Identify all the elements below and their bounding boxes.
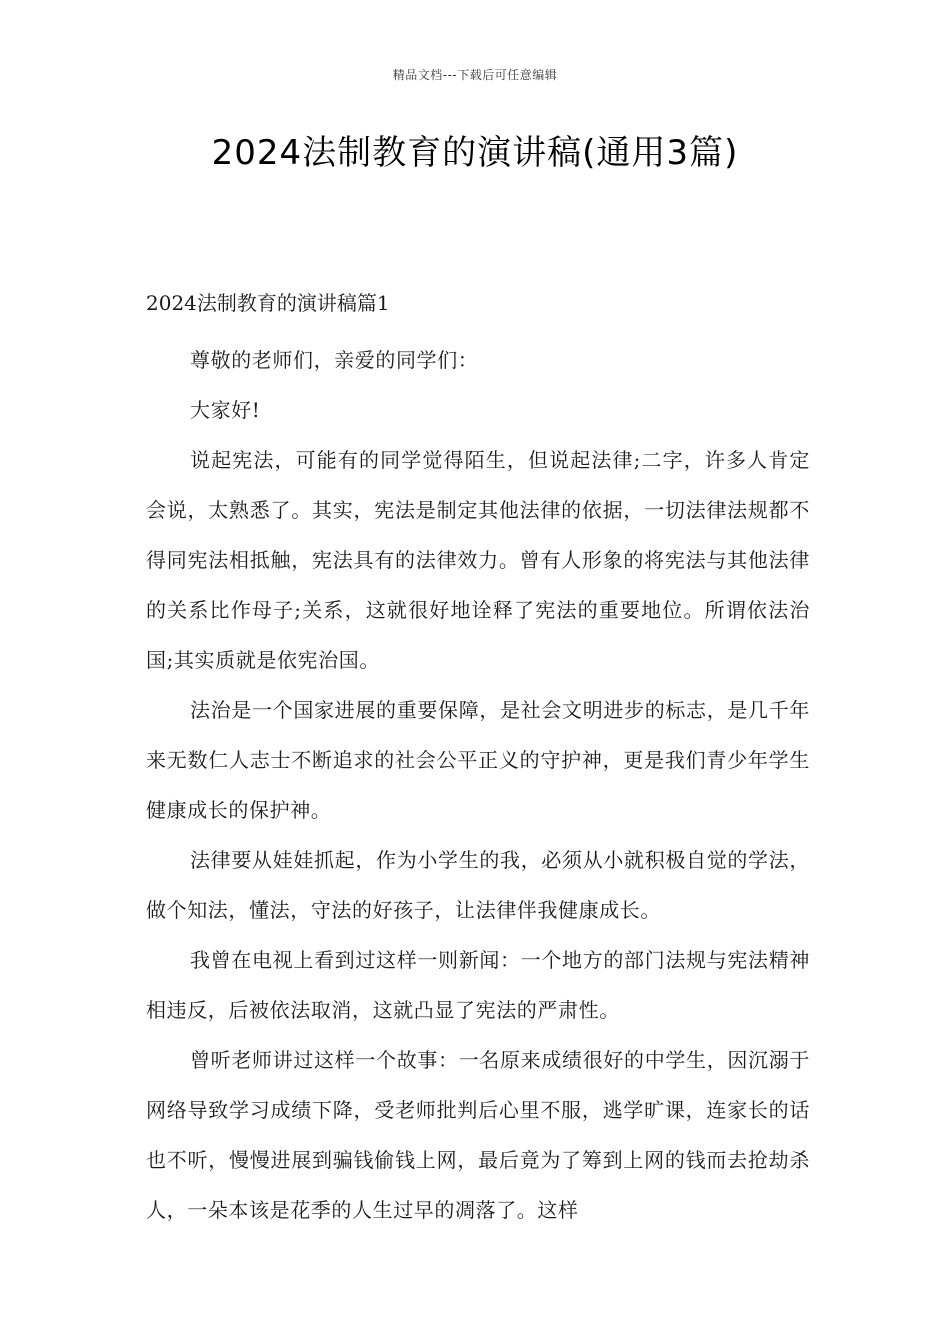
header-note: 精品文档---下载后可任意编辑 bbox=[392, 68, 558, 82]
paragraph-learn-law: 法律要从娃娃抓起，作为小学生的我，必须从小就积极自觉的学法，做个知法，懂法，守法的好孩子，让法律伴我健康成长。 bbox=[146, 848, 810, 922]
paragraph-news: 我曾在电视上看到过这样一则新闻：一个地方的部门法规与宪法精神相违反，后被依法取消，这就凸显了宪法的严肃性。 bbox=[146, 948, 810, 1022]
paragraph-salutation: 尊敬的老师们，亲爱的同学们： bbox=[190, 348, 479, 372]
document-title: 2024法制教育的演讲稿(通用3篇) bbox=[211, 133, 739, 173]
paragraph-constitution: 说起宪法，可能有的同学觉得陌生，但说起法律;二字，许多人肯定会说，太熟悉了。其实，宪法是制定其他法律的依据，一切法律法规都不得同宪法相抵触，宪法具有的法律效力。曾有人形象的将宪法与其他法律的关系比作母子;关系，这就很好地诠释了宪法的重要地位。所谓依法治国;其实质就是依宪治国。 bbox=[146, 448, 810, 672]
paragraph-greeting: 大家好! bbox=[190, 398, 261, 422]
document-body bbox=[146, 285, 810, 1235]
section-heading: 2024法制教育的演讲稿篇1 bbox=[146, 291, 390, 315]
paragraph-story: 曾听老师讲过这样一个故事：一名原来成绩很好的中学生，因沉溺于网络导致学习成绩下降，受老师批判后心里不服，逃学旷课，连家长的话也不听，慢慢进展到骗钱偷钱上网，最后竟为了筹到上网的钱而去抢劫杀人，一朵本该是花季的人生过早的凋落了。这样 bbox=[146, 1048, 810, 1222]
paragraph-rule-of-law: 法治是一个国家进展的重要保障，是社会文明进步的标志，是几千年来无数仁人志士不断追求的社会公平正义的守护神，更是我们青少年学生健康成长的保护神。 bbox=[146, 698, 810, 822]
